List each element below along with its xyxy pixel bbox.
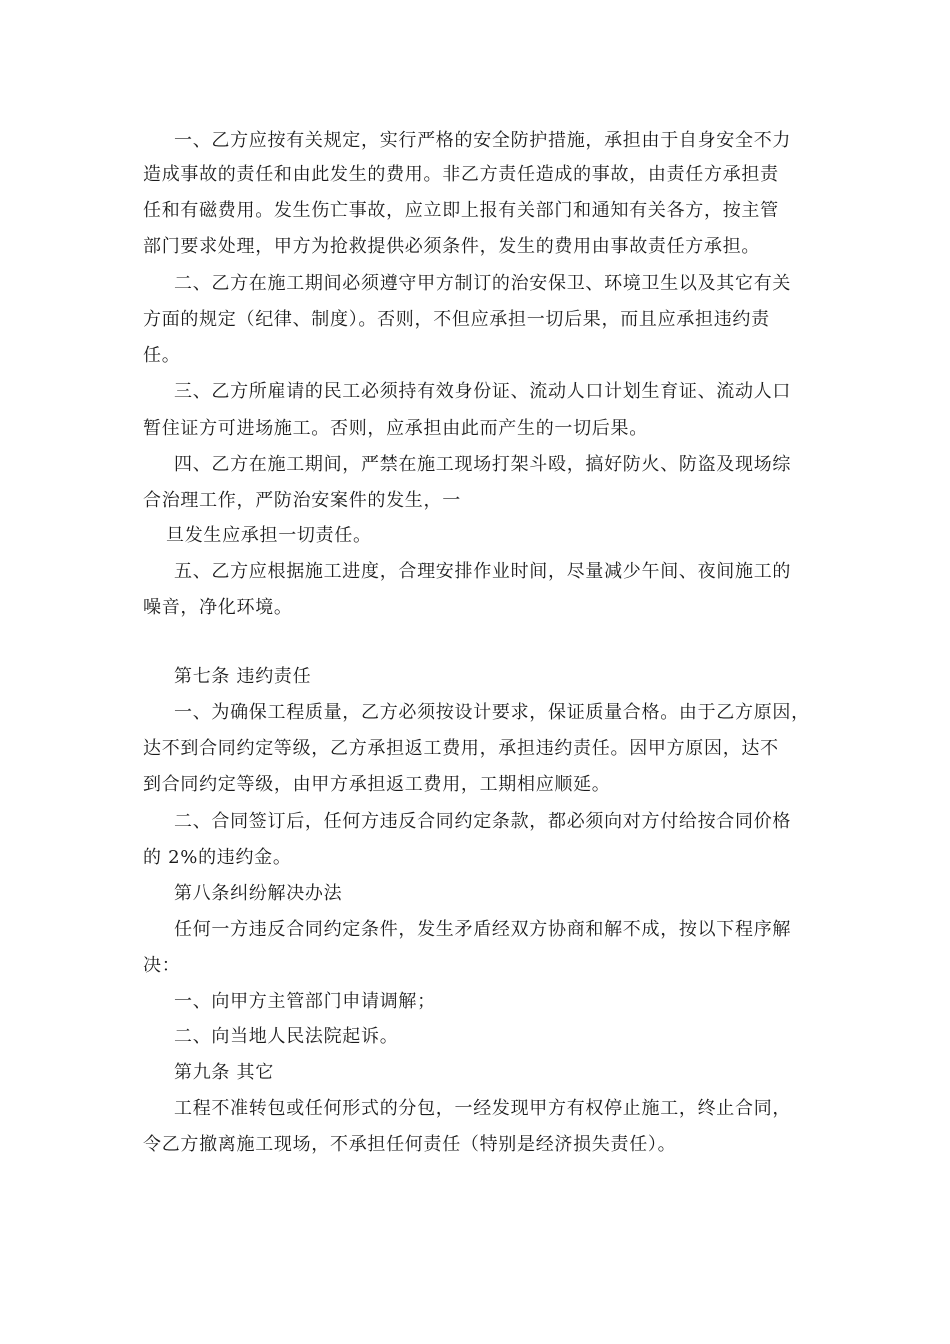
- text-line: 任何一方违反合同约定条件，发生矛盾经双方协商和解不成，按以下程序解: [174, 919, 792, 940]
- text-line: 旦发生应承担一切责任。: [166, 525, 372, 546]
- text-line: 合治理工作，严防治安案件的发生，一: [143, 490, 461, 511]
- text-line: 部门要求处理，甲方为抢救提供必须条件，发生的费用由事故责任方承担。: [143, 236, 761, 257]
- text-line: 的 2%的违约金。: [143, 847, 292, 868]
- text-line: 噪音，净化环境。: [143, 597, 293, 618]
- text-line: 到合同约定等级，由甲方承担返工费用，工期相应顺延。: [143, 774, 611, 795]
- section-heading: 第八条纠纷解决办法: [174, 883, 343, 904]
- text-line: 任和有磁费用。发生伤亡事故，应立即上报有关部门和通知有关各方，按主管: [143, 200, 779, 221]
- text-line: 方面的规定（纪律、制度）。否则，不但应承担一切后果，而且应承担违约责: [143, 309, 770, 330]
- text-line: 令乙方撤离施工现场，不承担任何责任（特别是经济损失责任）。: [143, 1134, 677, 1155]
- text-line: 三、乙方所雇请的民工必须持有效身份证、流动人口计划生育证、流动人口: [174, 381, 792, 402]
- text-line: 达不到合同约定等级，乙方承担返工费用，承担违约责任。因甲方原因，达不: [143, 738, 779, 759]
- section-heading: 第九条 其它: [174, 1062, 274, 1083]
- text-line: 任。: [143, 345, 181, 366]
- text-line: 二、合同签订后，任何方违反合同约定条款，都必须向对方付给按合同价格: [174, 811, 792, 832]
- text-line: 五、乙方应根据施工进度，合理安排作业时间，尽量减少午间、夜间施工的: [174, 561, 792, 582]
- text-line: 一、为确保工程质量，乙方必须按设计要求，保证质量合格。由于乙方原因，: [174, 702, 810, 723]
- text-line: 四、乙方在施工期间，严禁在施工现场打架斗殴，搞好防火、防盗及现场综: [174, 454, 792, 475]
- text-line: 造成事故的责任和由此发生的费用。非乙方责任造成的事故，由责任方承担责: [143, 164, 779, 185]
- text-line: 二、向当地人民法院起诉。: [174, 1026, 399, 1047]
- text-line: 一、乙方应按有关规定，实行严格的安全防护措施，承担由于自身安全不力: [174, 130, 792, 151]
- text-line: 工程不准转包或任何形式的分包，一经发现甲方有权停止施工，终止合同，: [174, 1098, 792, 1119]
- text-line: 一、向甲方主管部门申请调解；: [174, 991, 436, 1012]
- text-line: 决：: [143, 955, 181, 976]
- text-line: 二、乙方在施工期间必须遵守甲方制订的治安保卫、环境卫生以及其它有关: [174, 273, 792, 294]
- section-heading: 第七条 违约责任: [174, 666, 312, 687]
- text-line: 暂住证方可进场施工。否则，应承担由此而产生的一切后果。: [143, 418, 648, 439]
